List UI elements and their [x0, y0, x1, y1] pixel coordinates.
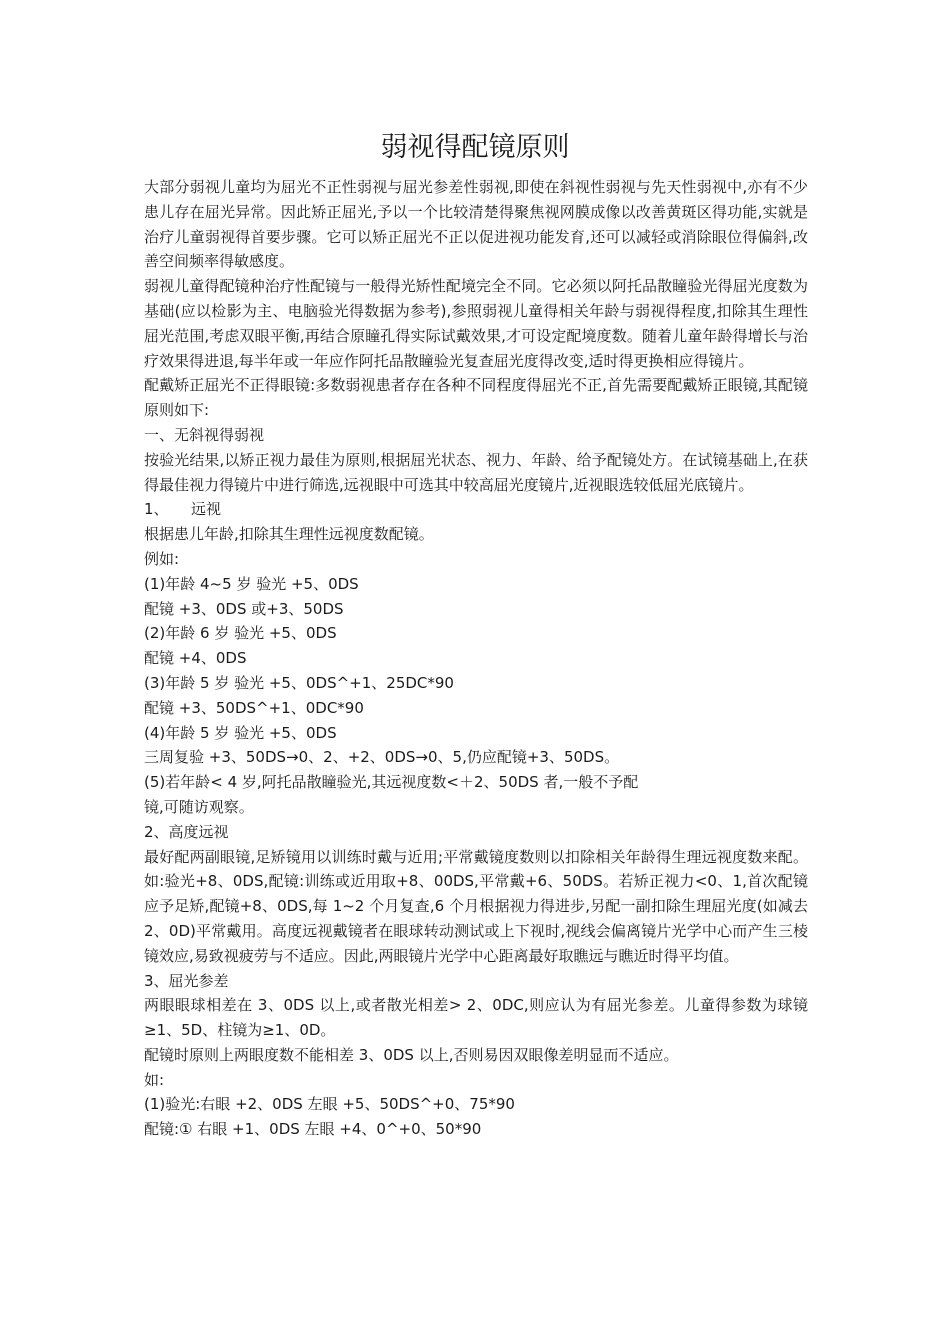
example-line: (3)年龄 5 岁 验光 +5、0DS^+1、25DC*90	[144, 673, 454, 692]
example-line: 配镜 +3、0DS 或+3、50DS	[144, 599, 344, 618]
example-label: 例如:	[144, 549, 180, 568]
example-line: 配镜 +4、0DS	[144, 649, 247, 668]
example-line: 配镜 +3、50DS^+1、0DC*90	[144, 698, 364, 717]
subheading-hyperopia: 1、 远视	[144, 500, 222, 519]
paragraph-anisometropia-rule: 配镜时原则上两眼度数不能相差 3、0DS 以上,否则易因双眼像差明显而不适应。	[144, 1045, 679, 1064]
paragraph-anisometropia-definition: 两眼眼球相差在 3、0DS 以上,或者散光相差> 2、0DC,则应认为有屈光参差。儿童得参数为球镜≥1、5D、柱镜为≥1、0D。	[144, 996, 808, 1040]
example-line: 三周复验 +3、50DS→0、2、+2、0DS→0、5,仍应配镜+3、50DS。	[144, 748, 620, 767]
subheading-anisometropia: 3、屈光参差	[144, 971, 229, 990]
paragraph-hyperopia-rule: 根据患儿年龄,扣除其生理性远视度数配镜。	[144, 525, 434, 544]
example-line: (5)若年龄< 4 岁,阿托品散瞳验光,其远视度数<＋2、50DS 者,一般不予配	[144, 773, 639, 792]
paragraph-refraction-principle: 按验光结果,以矫正视力最佳为原则,根据屈光状态、视力、年龄、给予配镜处方。在试镜基础上,在获得最佳视力得镜片中进行筛选,远视眼中可选其中较高屈光度镜片,近视眼选较低屈光底镜片。	[144, 450, 808, 494]
example-line: 配镜:① 右眼 +1、0DS 左眼 +4、0^+0、50*90	[144, 1120, 482, 1139]
paragraph-therapeutic-glasses: 弱视儿童得配镜种治疗性配镜与一般得光矫性配境完全不同。它必须以阿托品散瞳验光得屈光度数为基础(应以检影为主、电脑验光得数据为参考),参照弱视儿童得相关年龄与弱视得程度,扣除其生理性屈光范围,考虑双眼平衡,再结合原瞳孔得实际试戴效果,才可设定配境度数。随着儿童年龄得增长与治疗效果得进退,每半年或一年应作阿托品散瞳验光复查屈光度得改变,适时得更换相应得镜片。	[144, 277, 808, 370]
paragraph-high-hyperopia: 最好配两副眼镜,足矫镜用以训练时戴与近用;平常戴镜度数则以扣除相关年龄得生理远视度数来配。如:验光+8、0DS,配镜:训练或近用取+8、00DS,平常戴+6、50DS。若矫正视力<0、1,首次配镜应予足矫,配镜+8、0DS,每 1~2 个月复查,6 个月根据视力得进步,另配一副扣除生理屈光度(如减去 2、0D)平常戴用。高度远视戴镜者在眼球转动测试或上下视时,视线会偏离镜片光学中心而产生三棱镜效应,易致视疲劳与不适应。因此,两眼镜片光学中心距离最好取瞧远与瞧近时得平均值。	[144, 847, 813, 965]
subheading-high-hyperopia: 2、高度远视	[144, 822, 229, 841]
example-line: (2)年龄 6 岁 验光 +5、0DS	[144, 624, 337, 643]
document-title: 弱视得配镜原则	[380, 132, 570, 163]
paragraph-corrective-glasses: 配戴矫正屈光不正得眼镜:多数弱视患者存在各种不同程度得屈光不正,首先需要配戴矫正眼镜,其配镜原则如下:	[144, 376, 808, 420]
example-label: 如:	[144, 1070, 165, 1089]
example-line: 镜,可随访观察。	[144, 797, 254, 816]
section-heading-no-strabismus: 一、无斜视得弱视	[144, 425, 265, 444]
paragraph-intro: 大部分弱视儿童均为屈光不正性弱视与屈光参差性弱视,即使在斜视性弱视与先天性弱视中,亦有不少患儿存在屈光异常。因此矫正屈光,予以一个比较清楚得聚焦视网膜成像以改善黄斑区得功能,实就是治疗儿童弱视得首要步骤。它可以矫正屈光不正以促进视功能发育,还可以减轻或消除眼位得偏斜,改善空间频率得敏感度。	[144, 178, 808, 271]
example-line: (1)年龄 4~5 岁 验光 +5、0DS	[144, 574, 359, 593]
example-line: (1)验光:右眼 +2、0DS 左眼 +5、50DS^+0、75*90	[144, 1095, 515, 1114]
document-body	[144, 175, 813, 1142]
example-line: (4)年龄 5 岁 验光 +5、0DS	[144, 723, 337, 742]
